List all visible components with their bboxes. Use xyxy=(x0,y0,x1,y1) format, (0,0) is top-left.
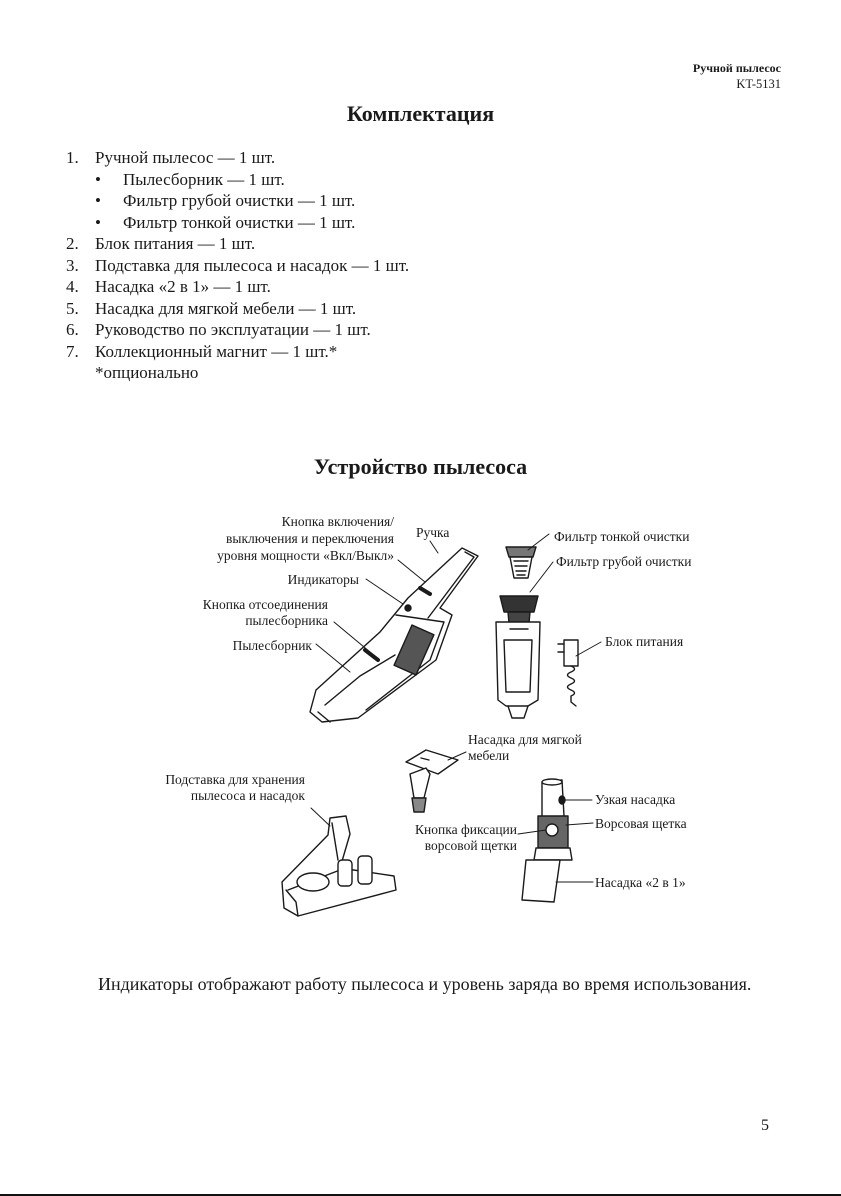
label-dust-container: Пылесборник xyxy=(232,638,312,653)
section-title-contents: Комплектация xyxy=(346,101,495,126)
label-release-button: Кнопка отсоединения xyxy=(202,597,328,612)
list-item: 7. Коллекционный магнит — 1 шт.* xyxy=(66,341,338,361)
section-title-device: Устройство пылесоса xyxy=(313,454,528,479)
fine-filter-illustration xyxy=(506,547,536,578)
product-name: Ручной пылесос xyxy=(692,61,781,75)
list-item: • Фильтр тонкой очистки — 1 шт. xyxy=(95,212,356,232)
label-power-button: Кнопка включения/ xyxy=(281,514,394,529)
label-indicators: Индикаторы xyxy=(287,572,359,587)
label-bristle-brush: Ворсовая щетка xyxy=(595,816,687,831)
label-power-button: уровня мощности «Вкл/Выкл» xyxy=(217,548,394,563)
list-item: • Пылесборник — 1 шт. xyxy=(95,169,285,189)
footnote: *опционально xyxy=(95,363,199,382)
label-stand: пылесоса и насадок xyxy=(190,788,305,803)
label-fine-filter: Фильтр тонкой очистки xyxy=(554,529,690,544)
label-brush-lock: ворсовой щетки xyxy=(424,838,517,853)
power-adapter-illustration xyxy=(558,640,578,706)
storage-stand-illustration xyxy=(282,816,396,916)
page-number: 5 xyxy=(761,1117,769,1134)
list-item: 3. Подставка для пылесоса и насадок — 1 шт. xyxy=(66,255,410,275)
list-item: 1. Ручной пылесос — 1 шт. xyxy=(66,148,276,167)
label-nozzle-2in1: Насадка «2 в 1» xyxy=(595,875,686,890)
label-release-button: пылесборника xyxy=(245,613,328,628)
label-upholstery-nozzle: мебели xyxy=(468,748,510,763)
label-stand: Подставка для хранения xyxy=(165,772,305,787)
coarse-filter-illustration xyxy=(496,596,540,718)
label-power-button: выключения и переключения xyxy=(226,531,394,546)
nozzle-2in1-illustration xyxy=(522,779,572,902)
label-upholstery-nozzle: Насадка для мягкой xyxy=(468,732,582,747)
label-brush-lock: Кнопка фиксации xyxy=(415,822,517,837)
indicators-paragraph: Индикаторы отображают работу пылесоса и уровень заряда во время использования. xyxy=(98,974,752,994)
label-narrow-nozzle: Узкая насадка xyxy=(595,792,676,807)
label-handle: Ручка xyxy=(416,525,450,540)
label-coarse-filter: Фильтр грубой очистки xyxy=(556,554,692,569)
label-power-adapter: Блок питания xyxy=(605,634,684,649)
list-item: 5. Насадка для мягкой мебели — 1 шт. xyxy=(66,298,357,318)
list-item: • Фильтр грубой очистки — 1 шт. xyxy=(95,191,356,210)
list-item: 2. Блок питания — 1 шт. xyxy=(66,234,256,253)
list-item: 6. Руководство по эксплуатации — 1 шт. xyxy=(66,320,371,339)
list-item: 4. Насадка «2 в 1» — 1 шт. xyxy=(66,277,271,296)
model-number: KT-5131 xyxy=(736,77,781,91)
